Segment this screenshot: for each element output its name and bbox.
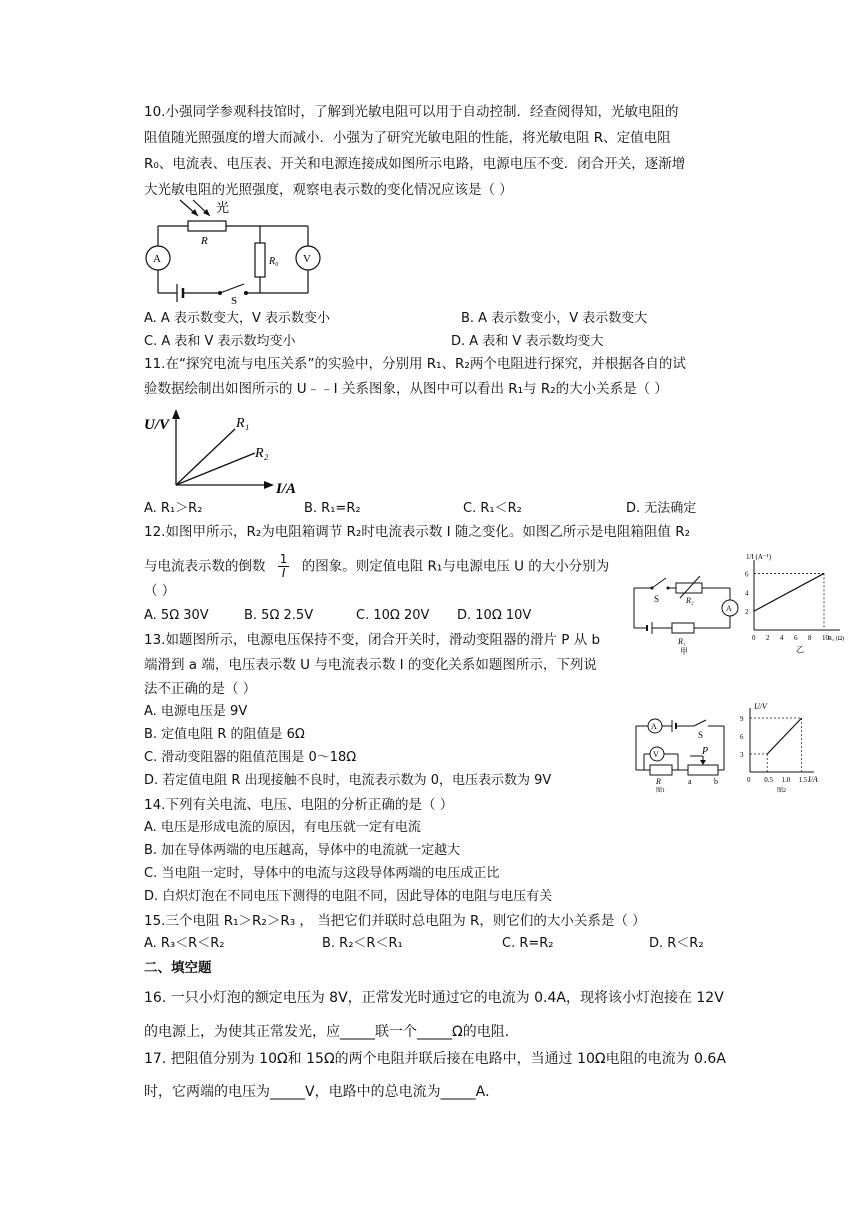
q12-yi-series-line <box>754 573 824 611</box>
q14-option-c[interactable]: C. 当电阻一定时，导体中的电流与这段导体两端的电压成正比 <box>144 866 500 881</box>
q13-fig2-x-label: I/A <box>808 775 818 784</box>
q11-line-2: 验数据绘制出如图所示的 U﹣﹣I 关系图象，从图中可以看出 R₁与 R₂的大小关系是（ ） <box>144 381 668 397</box>
q13-fig2-ytick: 3 <box>740 751 744 759</box>
q12-line-2-a: 与电流表示数的倒数 <box>144 558 266 575</box>
q12-line-1: 12.如图甲所示，R₂为电阻箱调节 R₂时电流表示数 I 随之变化。如图乙所示是电阻箱阻值 R₂ <box>144 524 690 540</box>
q12-line-2-b: 的图象。则定值电阻 R₁与电源电压 U 的大小分别为 <box>301 558 610 575</box>
q11-option-a[interactable]: A. R₁＞R₂ <box>144 501 203 516</box>
q12-fraction <box>278 553 290 580</box>
q13-line-1: 13.如题图所示，电源电压保持不变，闭合开关时，滑动变阻器的滑片 P 从 b <box>144 632 601 648</box>
q17-line-2: 时，它两端的电压为_____V，电路中的总电流为_____A． <box>144 1084 500 1100</box>
q14-stem: 14.下列有关电流、电压、电阻的分析正确的是（ ） <box>144 797 454 813</box>
q12-yi-xtick: 2 <box>766 634 770 642</box>
q10-circuit-figure <box>140 198 325 306</box>
q12-line-2 <box>144 553 609 580</box>
q10-line-1: 10.小强同学参观科技馆时，了解到光敏电阻可以用于自动控制．经查阅得知，光敏电阻的 <box>144 104 679 120</box>
q12-yi-xtick: 4 <box>780 634 784 642</box>
q10-ammeter-label: A <box>153 253 161 265</box>
q12-fraction-numerator: 1 <box>279 552 288 566</box>
q15-option-c[interactable]: C. R=R₂ <box>502 936 554 951</box>
q10-option-b[interactable]: B. A 表示数变小，V 表示数变大 <box>461 311 648 326</box>
q10-line-2: 阻值随光照强度的增大而减小．小强为了研究光敏电阻的性能，将光敏电阻 R、定值电阻 <box>144 130 671 146</box>
q13-fig1-b-end-label: b <box>714 777 718 786</box>
q15-option-a[interactable]: A. R₃＜R＜R₂ <box>144 936 225 951</box>
q12-yi-xtick: 8 <box>808 634 812 642</box>
q12-circuit-jia <box>630 560 742 655</box>
q10-line-3: R₀、电流表、电压表、开关和电源连接成如图所示电路，电源电压不变．闭合开关，逐渐增 <box>144 156 686 172</box>
q13-fig2-xtick: 0 <box>747 776 751 784</box>
q12-jia-caption: 甲 <box>680 647 688 655</box>
q12-yi-y-label: 1/I (A⁻¹) <box>746 553 772 561</box>
q11-r2-label: R₂ <box>255 446 269 461</box>
q12-option-d[interactable]: D. 10Ω 10V <box>457 608 532 623</box>
q10-switch-label: S <box>231 295 238 306</box>
q10-option-d[interactable]: D. A 表和 V 表示数均变大 <box>451 334 604 349</box>
q15-stem: 15.三个电阻 R₁＞R₂＞R₃ ， 当把它们并联时总电阻为 R，则它们的大小关系是（ ） <box>144 913 646 929</box>
q13-fig1-r-label: R <box>656 777 661 786</box>
q10-option-c[interactable]: C. A 表和 V 表示数均变小 <box>144 334 296 349</box>
q15-option-d[interactable]: D. R＜R₂ <box>649 936 704 951</box>
q12-jia-r2-label: R₂ <box>686 596 694 605</box>
q10-voltmeter-label: V <box>303 253 311 265</box>
q16-line-2: 的电源上，为使其正常发光，应_____联一个_____Ω的电阻． <box>144 1024 519 1040</box>
q11-y-label: U/V <box>144 417 170 433</box>
q13-fig1-v-label: V <box>653 750 659 759</box>
section-heading-fill-blank: 二、填空题 <box>144 960 212 976</box>
q12-jia-r1-label: R₁ <box>678 637 686 646</box>
q10-r0-label: R₀ <box>269 256 279 267</box>
q12-fraction-denominator: I <box>281 566 286 580</box>
q13-line-3: 法不正确的是（ ） <box>144 681 257 697</box>
q13-fig2-xtick: 1.5 <box>798 776 808 784</box>
q12-yi-xtick: 10 <box>822 634 829 642</box>
q13-fig1-a-end-label: a <box>688 777 692 786</box>
q10-option-a[interactable]: A. A 表示数变大，V 表示数变小 <box>144 311 330 326</box>
q13-line-2: 端滑到 a 端，电压表示数 U 与电流表示数 I 的变化关系如题图所示，下列说 <box>144 657 597 673</box>
q15-option-b[interactable]: B. R₂＜R＜R₁ <box>322 936 403 951</box>
q13-fig2-series-line <box>767 718 801 754</box>
q12-line-3: （ ） <box>144 583 176 599</box>
q13-fig2-ytick: 9 <box>740 715 744 723</box>
q14-option-d[interactable]: D. 白炽灯泡在不同电压下测得的电阻不同，因此导体的电阻与电压有关 <box>144 889 553 904</box>
q10-line-4: 大光敏电阻的光照强度，观察电表示数的变化情况应该是（ ） <box>144 182 513 198</box>
q13-option-a[interactable]: A. 电源电压是 9V <box>144 704 248 719</box>
q12-yi-ytick: 4 <box>745 589 749 598</box>
q12-yi-x-label: R₂ (Ω) <box>828 636 845 642</box>
q12-jia-a-label: A <box>726 604 732 613</box>
q14-option-a[interactable]: A. 电压是形成电流的原因，有电压就一定有电流 <box>144 820 421 835</box>
q11-ui-graph <box>140 405 305 497</box>
q13-chart-fig2 <box>736 702 822 794</box>
q11-option-d[interactable]: D. 无法确定 <box>626 501 697 516</box>
q13-fig1-s-label: S <box>698 730 704 740</box>
q13-fig2-caption: 图2 <box>777 788 787 794</box>
q13-fig2-xtick: 0.5 <box>764 776 773 784</box>
q13-circuit-fig1 <box>630 712 730 794</box>
q13-option-c[interactable]: C. 滑动变阻器的阻值范围是 0～18Ω <box>144 750 357 765</box>
q12-yi-xtick: 6 <box>794 634 798 642</box>
q11-option-c[interactable]: C. R₁＜R₂ <box>463 501 522 516</box>
q12-yi-ytick: 2 <box>745 608 749 617</box>
q13-fig1-caption: 图1 <box>656 788 666 794</box>
q17-line-1: 17. 把阻值分别为 10Ω和 15Ω的两个电阻并联后接在电路中，当通过 10Ω电阻的电流为 0.6A <box>144 1051 726 1067</box>
q11-r1-label: R₁ <box>236 416 250 431</box>
q12-yi-ytick: 6 <box>745 570 749 579</box>
q12-option-a[interactable]: A. 5Ω 30V <box>144 608 209 623</box>
q11-line-1: 11.在“探究电流与电压关系”的实验中，分别用 R₁、R₂两个电阻进行探究，并根据各自的试 <box>144 356 686 372</box>
q13-option-d[interactable]: D. 若定值电阻 R 出现接触不良时，电流表示数为 0，电压表示数为 9V <box>144 773 552 788</box>
q12-option-c[interactable]: C. 10Ω 20V <box>356 608 430 623</box>
q11-x-label: I/A <box>276 481 297 497</box>
q12-yi-caption: 乙 <box>796 645 804 654</box>
q13-fig2-ytick: 6 <box>740 733 744 741</box>
q10-r-label: R <box>201 235 208 247</box>
q14-option-b[interactable]: B. 加在导体两端的电压越高，导体中的电流就一定越大 <box>144 843 461 858</box>
q13-fig1-p-label: P <box>702 746 709 757</box>
q10-light-label: 光 <box>216 200 230 215</box>
q11-option-b[interactable]: B. R₁=R₂ <box>304 501 361 516</box>
q13-fig1-a-label: A <box>651 722 657 731</box>
q13-fig2-xtick: 1.0 <box>781 776 791 784</box>
q13-option-b[interactable]: B. 定值电阻 R 的阻值是 6Ω <box>144 727 305 742</box>
q12-chart-yi <box>744 550 852 656</box>
q12-option-b[interactable]: B. 5Ω 2.5V <box>244 608 314 623</box>
q12-jia-s-label: S <box>654 594 660 604</box>
q12-yi-xtick: 0 <box>752 634 756 642</box>
q16-line-1: 16. 一只小灯泡的额定电压为 8V，正常发光时通过它的电流为 0.4A，现将该小灯泡接在 12V <box>144 990 724 1006</box>
q13-fig2-y-label: U/V <box>754 702 767 711</box>
